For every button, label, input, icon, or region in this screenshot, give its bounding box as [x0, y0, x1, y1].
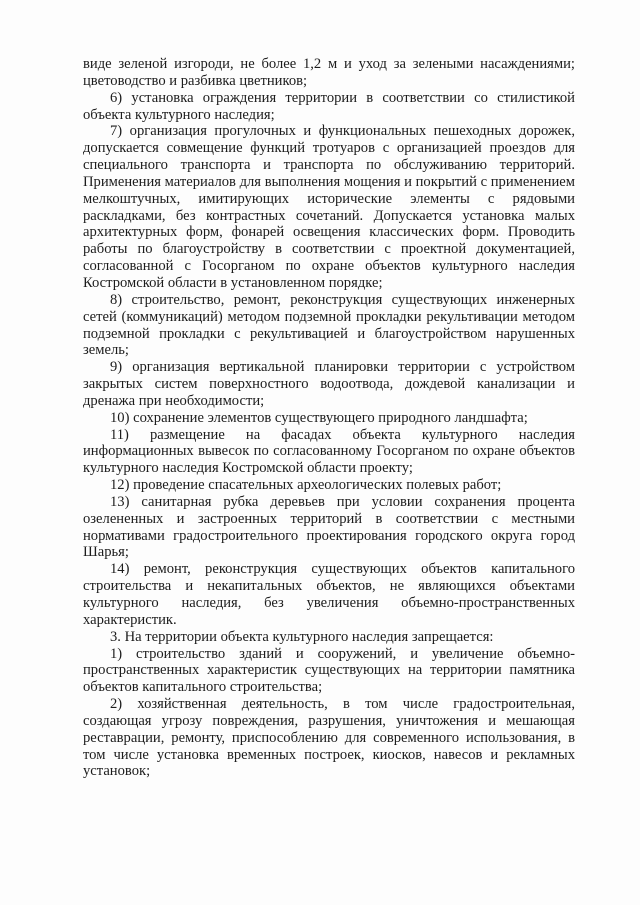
paragraph-item-12: 12) проведение спасательных археологических полевых работ; — [110, 477, 502, 494]
paragraph-hedge-continuation: виде зеленой изгороди, не более 1,2 м и уход за зелеными насаждениями; цветоводство и разбивка цветников; — [83, 56, 575, 89]
paragraph-item-8: 8) строительство, ремонт, реконструкция существующих инженерных сетей (коммуникаций) методом подземной прокладки рекультивации методом подземной прокладки с рекультивацией и благоустройством нарушенных земель; — [83, 291, 575, 359]
document-body — [83, 56, 575, 780]
prohibition-item-1: 1) строительство зданий и сооружений, и увеличение объемно-пространственных характеристик существующих на территории памятника объектов капитального строительства; — [83, 645, 575, 696]
section-3-heading: 3. На территории объекта культурного наследия запрещается: — [110, 628, 494, 645]
paragraph-item-14: 14) ремонт, реконструкция существующих объектов капитального строительства и некапитальных объектов, не являющихся объектами культурного наследия, без увеличения объемно-пространственных характеристик. — [83, 561, 575, 628]
paragraph-item-6: 6) установка ограждения территории в соответствии со стилистикой объекта культурного наследия; — [83, 89, 575, 123]
prohibition-item-2: 2) хозяйственная деятельность, в том числе градостроительная, создающая угрозу повреждения, разрушения, уничтожения и мешающая реставрации, ремонту, приспособлению для современного использования, в том числе установка временных построек, киосков, навесов и рекламных установок; — [83, 696, 575, 780]
paragraph-item-10: 10) сохранение элементов существующего природного ландшафта; — [110, 409, 528, 426]
paragraph-item-11: 11) размещение на фасадах объекта культурного наследия информационных вывесок по согласованному Госорганом по охране объектов культурного наследия Костромской области проекту; — [83, 426, 575, 477]
paragraph-item-7: 7) организация прогулочных и функциональных пешеходных дорожек, допускается совмещение функций тротуаров с организацией проездов для специального транспорта и транспорта по обслуживанию территорий. Применения материалов для выполнения мощения и покрытий с применением мелкоштучных, имитирующих исторические элементы с рядовыми раскладками, без контрастных сочетаний. Допускается установка малых архитектурных форм, фонарей освещения классических форм. Проводить работы по благоустройству в соответствии с проектной документацией, согласованной с Госорганом по охране объектов культурного наследия Костромской области в установленном порядке; — [83, 123, 575, 291]
paragraph-item-9: 9) организация вертикальной планировки территории с устройством закрытых систем поверхностного водоотвода, дождевой канализации и дренажа при необходимости; — [83, 359, 575, 409]
paragraph-item-13: 13) санитарная рубка деревьев при условии сохранения процента озелененных и застроенных территорий в соответствии с местными нормативами градостроительного проектирования городского округа город Шарья; — [83, 493, 575, 561]
